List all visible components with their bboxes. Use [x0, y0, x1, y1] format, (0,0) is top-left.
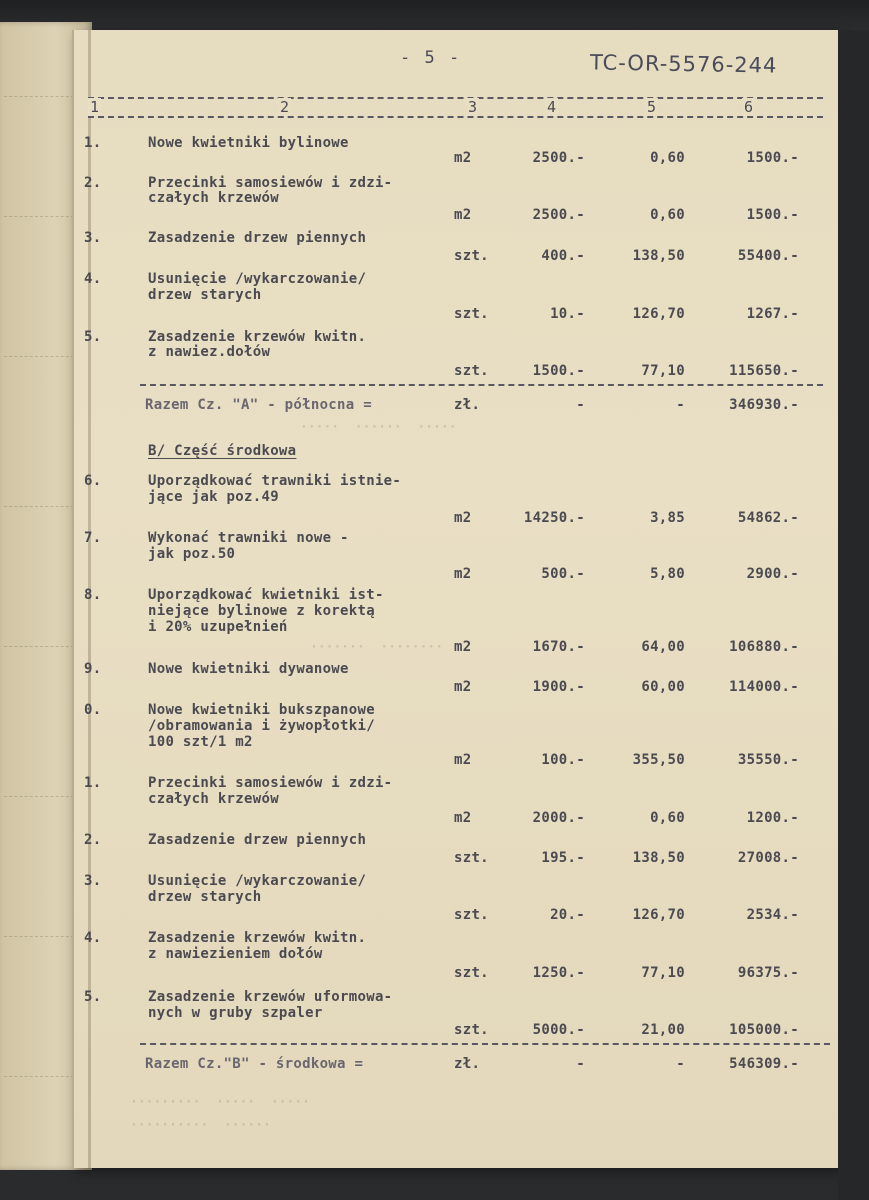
- row-number: 4.: [84, 930, 102, 946]
- row-quantity: 1670.-: [532, 639, 585, 655]
- row-number: 1.: [84, 135, 102, 151]
- row-total: 54862.-: [737, 510, 799, 526]
- row-quantity: 2000.-: [532, 810, 585, 826]
- subtotal-price: -: [676, 1056, 685, 1072]
- subtotal-unit: zł.: [454, 1056, 481, 1072]
- row-description-line: z nawiezieniem dołów: [148, 946, 323, 962]
- page-number: - 5 -: [400, 48, 462, 68]
- subtotal-price: -: [676, 397, 685, 413]
- row-total: 115650.-: [729, 363, 799, 379]
- row-quantity: 195.-: [541, 850, 585, 866]
- row-quantity: 1900.-: [532, 679, 585, 695]
- row-description: Przecinki samosiewów i zdzi-: [148, 175, 393, 191]
- row-unit-price: 126,70: [632, 306, 685, 322]
- row-unit-price: 77,10: [641, 363, 685, 379]
- row-total: 2900.-: [746, 566, 799, 582]
- row-description: Zasadzenie krzewów kwitn.: [148, 930, 367, 946]
- row-unit: m2: [454, 639, 472, 655]
- bleed-through-text: ······· ········: [310, 640, 444, 655]
- row-unit: szt.: [454, 907, 489, 923]
- row-total: 106880.-: [729, 639, 799, 655]
- row-description-line: drzew starych: [148, 287, 262, 303]
- row-unit: m2: [454, 679, 472, 695]
- subtotal-total: 346930.-: [729, 397, 799, 413]
- row-quantity: 2500.-: [532, 150, 585, 166]
- row-quantity: 500.-: [541, 566, 585, 582]
- row-unit: m2: [454, 207, 472, 223]
- subtotal-quantity: -: [576, 397, 585, 413]
- row-number: 2.: [84, 175, 102, 191]
- column-header-3: 3: [468, 98, 478, 116]
- row-description: Usunięcie /wykarczowanie/: [148, 271, 367, 287]
- row-total: 35550.-: [737, 752, 799, 768]
- row-number: 3.: [84, 873, 102, 889]
- row-number: 0.: [84, 702, 102, 718]
- subtotal-label: Razem Cz. "A" - północna =: [145, 397, 372, 413]
- row-description: Zasadzenie krzewów kwitn.: [148, 329, 367, 345]
- row-description-line: nych w gruby szpaler: [148, 1005, 323, 1021]
- row-number: 1.: [84, 775, 102, 791]
- row-quantity: 5000.-: [532, 1022, 585, 1038]
- row-unit-price: 126,70: [632, 907, 685, 923]
- row-number: 3.: [84, 230, 102, 246]
- row-description-line: z nawiez.dołów: [148, 344, 271, 360]
- row-description: Przecinki samosiewów i zdzi-: [148, 775, 393, 791]
- row-description: Usunięcie /wykarczowanie/: [148, 873, 367, 889]
- row-total: 2534.-: [746, 907, 799, 923]
- subtotal-rule: [140, 1043, 830, 1045]
- row-unit-price: 77,10: [641, 965, 685, 981]
- row-unit-price: 0,60: [650, 810, 685, 826]
- row-unit: m2: [454, 810, 472, 826]
- row-description: Uporządkować kwietniki ist-: [148, 587, 384, 603]
- row-unit-price: 60,00: [641, 679, 685, 695]
- row-unit-price: 138,50: [632, 248, 685, 264]
- row-description: Nowe kwietniki dywanowe: [148, 661, 349, 677]
- subtotal-unit: zł.: [454, 397, 481, 413]
- row-quantity: 1500.-: [532, 363, 585, 379]
- row-description: Uporządkować trawniki istnie-: [148, 473, 402, 489]
- row-quantity: 2500.-: [532, 207, 585, 223]
- row-quantity: 100.-: [541, 752, 585, 768]
- row-unit-price: 0,60: [650, 150, 685, 166]
- row-unit-price: 5,80: [650, 566, 685, 582]
- row-number: 6.: [84, 473, 102, 489]
- row-unit: m2: [454, 510, 472, 526]
- column-header-5: 5: [647, 98, 657, 116]
- row-description: Zasadzenie krzewów uformowa-: [148, 989, 393, 1005]
- bleed-through-text: ····· ······ ·····: [300, 420, 457, 435]
- row-total: 96375.-: [737, 965, 799, 981]
- section-heading: B/ Część środkowa: [148, 443, 297, 459]
- row-number: 2.: [84, 832, 102, 848]
- row-unit: szt.: [454, 306, 489, 322]
- subtotal-label: Razem Cz."B" - środkowa =: [145, 1056, 364, 1072]
- row-description-line: i 20% uzupełnień: [148, 619, 288, 635]
- row-description-line: jące jak poz.49: [148, 489, 279, 505]
- row-total: 1267.-: [746, 306, 799, 322]
- row-number: 4.: [84, 271, 102, 287]
- row-total: 1200.-: [746, 810, 799, 826]
- row-total: 27008.-: [737, 850, 799, 866]
- row-total: 1500.-: [746, 207, 799, 223]
- row-description-line: czałych krzewów: [148, 190, 279, 206]
- row-unit-price: 64,00: [641, 639, 685, 655]
- row-quantity: 14250.-: [523, 510, 585, 526]
- row-unit: szt.: [454, 850, 489, 866]
- row-number: 9.: [84, 661, 102, 677]
- row-description: Wykonać trawniki nowe -: [148, 530, 349, 546]
- subtotal-total: 546309.-: [729, 1056, 799, 1072]
- row-description-line: jak poz.50: [148, 546, 236, 562]
- row-unit: szt.: [454, 1022, 489, 1038]
- row-unit-price: 138,50: [632, 850, 685, 866]
- row-quantity: 20.-: [550, 907, 585, 923]
- row-number: 8.: [84, 587, 102, 603]
- header-rule-bottom: [88, 116, 823, 118]
- archive-code: TC-OR-5576-244: [589, 50, 778, 78]
- row-description-line: niejące bylinowe z korektą: [148, 603, 375, 619]
- row-unit: m2: [454, 752, 472, 768]
- bleed-through-text: ·········· ······: [130, 1118, 271, 1133]
- row-number: 5.: [84, 329, 102, 345]
- row-unit: szt.: [454, 248, 489, 264]
- row-total: 114000.-: [729, 679, 799, 695]
- row-number: 7.: [84, 530, 102, 546]
- subtotal-quantity: -: [576, 1056, 585, 1072]
- subtotal-rule: [140, 384, 823, 386]
- row-description-line: 100 szt/1 m2: [148, 734, 253, 750]
- row-total: 1500.-: [746, 150, 799, 166]
- row-unit: m2: [454, 566, 472, 582]
- row-number: 5.: [84, 989, 102, 1005]
- row-unit: m2: [454, 150, 472, 166]
- row-unit: szt.: [454, 965, 489, 981]
- row-unit-price: 3,85: [650, 510, 685, 526]
- row-total: 105000.-: [729, 1022, 799, 1038]
- row-description: Zasadzenie drzew piennych: [148, 832, 367, 848]
- row-description: Nowe kwietniki bylinowe: [148, 135, 349, 151]
- header-rule-top: [88, 97, 823, 99]
- row-unit-price: 355,50: [632, 752, 685, 768]
- column-header-6: 6: [744, 98, 754, 116]
- column-header-1: 1: [90, 98, 100, 116]
- row-description-line: czałych krzewów: [148, 791, 279, 807]
- column-header-4: 4: [547, 98, 557, 116]
- row-description-line: /obramowania i żywopłotki/: [148, 718, 375, 734]
- row-total: 55400.-: [737, 248, 799, 264]
- row-quantity: 10.-: [550, 306, 585, 322]
- backdrop-right: [838, 30, 869, 1200]
- bleed-through-text: ········· ····· ·····: [130, 1095, 311, 1110]
- row-unit-price: 21,00: [641, 1022, 685, 1038]
- row-quantity: 400.-: [541, 248, 585, 264]
- row-unit: szt.: [454, 363, 489, 379]
- row-description: Zasadzenie drzew piennych: [148, 230, 367, 246]
- row-description-line: drzew starych: [148, 889, 262, 905]
- row-unit-price: 0,60: [650, 207, 685, 223]
- column-header-2: 2: [280, 98, 290, 116]
- row-quantity: 1250.-: [532, 965, 585, 981]
- row-description: Nowe kwietniki bukszpanowe: [148, 702, 375, 718]
